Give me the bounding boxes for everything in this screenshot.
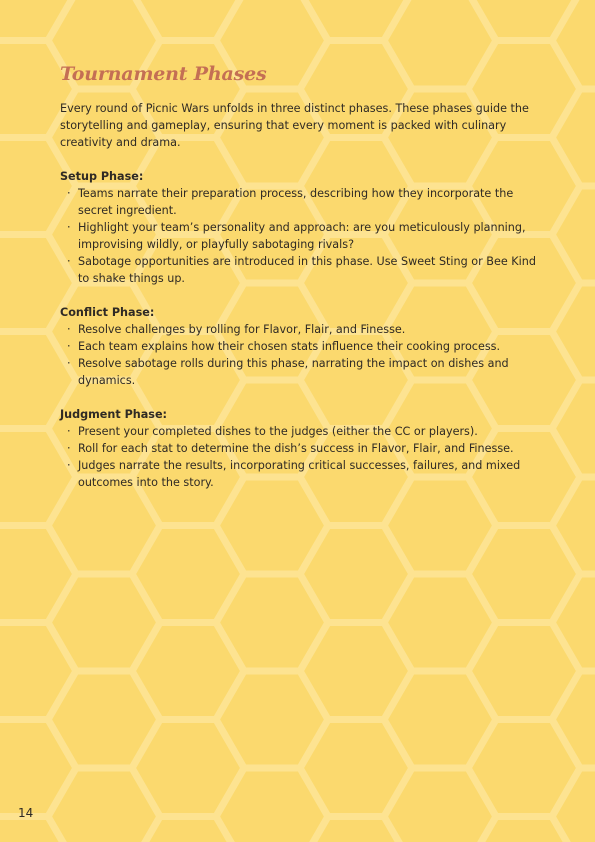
list-item (60, 423, 540, 440)
hexagon-shape (552, 380, 595, 477)
bullet-list (60, 321, 540, 389)
section-conflict-phase (60, 304, 540, 389)
bullet-list (60, 423, 540, 491)
list-item-text: Present your completed dishes to the judges (either the CC or players). (78, 425, 478, 438)
bullet-icon: · (67, 221, 71, 234)
hexagon-shape (552, 671, 595, 768)
hexagon-shape (552, 0, 595, 89)
page-title: Tournament Phases (60, 63, 267, 85)
bullet-icon: · (67, 425, 71, 438)
hexagon-shape (0, 623, 76, 720)
bullet-icon: · (67, 357, 71, 370)
bullet-icon: · (67, 442, 71, 455)
list-item-text: Each team explains how their chosen stats influence their cooking process. (78, 340, 501, 353)
hexagon-shape (552, 283, 595, 380)
section-title: Judgment Phase: (60, 408, 168, 421)
bullet-icon: · (67, 255, 71, 268)
list-item-text: Resolve sabotage rolls during this phase, narrating the impact on dishes and dynamics. (78, 357, 509, 387)
list-item (60, 457, 540, 491)
list-item (60, 338, 540, 355)
bullet-icon: · (67, 340, 71, 353)
list-item-text: Teams narrate their preparation process, describing how they incorporate the secret ingredient. (78, 187, 514, 217)
page-content (60, 63, 540, 508)
list-item (60, 219, 540, 253)
list-item-text: Highlight your team’s personality and approach: are you meticulously planning, improvising wildly, or playfully sabotaging rivals? (78, 221, 526, 251)
bullet-icon: · (67, 323, 71, 336)
bullet-icon: · (67, 459, 71, 472)
list-item-text: Sabotage opportunities are introduced in this phase. Use Sweet Sting or Bee Kind to shake things up. (78, 255, 536, 285)
page-number: 14 (18, 806, 34, 820)
hexagon-shape (552, 186, 595, 283)
hexagon-shape (0, 720, 76, 817)
hexagon-shape (0, 526, 76, 623)
hexagon-shape (0, 817, 76, 842)
bullet-icon: · (67, 187, 71, 200)
section-setup-phase (60, 168, 540, 287)
section-title: Conflict Phase: (60, 306, 155, 319)
hexagon-shape (552, 574, 595, 671)
list-item-text: Roll for each stat to determine the dish’s success in Flavor, Flair, and Finesse. (78, 442, 514, 455)
hexagon-shape (48, 768, 160, 842)
list-item (60, 185, 540, 219)
hexagon-shape (552, 768, 595, 842)
list-item (60, 355, 540, 389)
list-item (60, 440, 540, 457)
list-item (60, 321, 540, 338)
intro-paragraph: Every round of Picnic Wars unfolds in three distinct phases. These phases guide the storytelling and gameplay, ensuring that every moment is packed with culinary creativity and drama. (60, 102, 529, 149)
section-judgment-phase (60, 406, 540, 491)
section-title: Setup Phase: (60, 170, 144, 183)
hexagon-shape (552, 89, 595, 186)
hexagon-shape (384, 768, 496, 842)
hexagon-shape (552, 477, 595, 574)
list-item-text: Judges narrate the results, incorporating critical successes, failures, and mixed outcomes into the story. (78, 459, 521, 489)
list-item-text: Resolve challenges by rolling for Flavor, Flair, and Finesse. (78, 323, 406, 336)
bullet-list (60, 185, 540, 287)
list-item (60, 253, 540, 287)
hexagon-shape (216, 768, 328, 842)
